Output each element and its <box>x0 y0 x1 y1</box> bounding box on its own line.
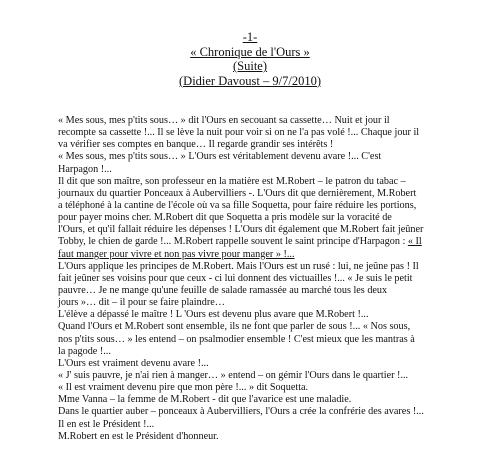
body-line: va vérifier ses comptes en banque… Il regarde grandir ses intérêts ! <box>58 139 334 151</box>
body-line: L'élève a dépassé le maître ! L 'Ours est devenu plus avare que M.Robert !... <box>58 309 369 321</box>
body-line: nos p'tits sous… » les entend – on psalmodier ensemble ! C'est mieux que les mantras à <box>58 333 415 345</box>
body-line: la pagode !... <box>58 345 111 357</box>
document-subtitle: (Suite) <box>232 59 268 73</box>
page-number: -1- <box>242 30 258 44</box>
author-date: (Didier Davoust – 9/7/2010) <box>179 73 321 88</box>
body-line: fait jeûner ses voisins pour que ceux - ci lui donnent des victuailles !... « Je suis le petit <box>58 272 413 284</box>
body-line: Quand l'Ours et M.Robert sont ensemble, ils ne font que parler de sous !... « Nos sous, <box>58 321 411 333</box>
underlined-quote-end: faut manger pour vivre et non pas vivre pour manger » !... <box>58 248 295 260</box>
body-line: M.Robert en est le Président d'honneur. <box>58 430 219 442</box>
body-line: a téléphoné à la cantine de l'école où va sa fille Soquetta, pour faire réduire les portions, <box>58 199 417 211</box>
body-line-text: Tobby, le chien de garde !... M.Robert rappelle souvent le saint principe d'Harpagon : <box>58 236 408 248</box>
body-line: « Mes sous, mes p'tits sous… » dit l'Ours en secouant sa cassette… Nuit et jour il <box>58 115 390 126</box>
body-line: journaux du quartier Ponceaux à Aubervilliers -. L'Ours dit que dernièrement, M.Robert <box>58 187 417 199</box>
body-line: pauvre… Je ne mange qu'une feuille de salade ramassée au marché tous les deux <box>58 284 388 296</box>
body-line: pour payer moins cher. M.Robert dit que Soquetta a pris modèle sur la voracité de <box>58 212 392 224</box>
document-body <box>58 115 494 443</box>
body-line: jours »… dit – il pour se faire plaindre… <box>58 297 225 309</box>
body-line: « J' suis pauvre, je n'ai rien à manger… » entend – on gémir l'Ours dans le quartier !... <box>58 369 409 381</box>
body-line: Il dit que son maître, son professeur en la matière est M.Robert – le patron du tabac – <box>58 175 406 187</box>
document-title: « Chronique de l'Ours » <box>190 44 310 59</box>
underlined-quote-start: « Il <box>407 236 422 248</box>
document-header <box>0 30 500 88</box>
body-line: « Il est vraiment devenu pire que mon père !... » dit Soquetta. <box>58 382 309 394</box>
body-line: « Mes sous, mes p'tits sous… » L'Ours est véritablement devenu avare !... C'est <box>58 151 382 163</box>
body-line: l'Ours, et qu'il fallait réduire les dépenses ! L'Ours dit également que M.Robert fait jeûner <box>58 224 424 236</box>
body-line-with-quote <box>58 236 494 248</box>
body-line: Harpagon !... <box>58 163 112 175</box>
body-line: recompte sa cassette !... Il se lève la nuit pour voir si on ne l'a pas volé !... Chaque jour il <box>58 127 420 139</box>
body-line: L'Ours applique les principes de M.Robert. Mais l'Ours est un rusé : lui, ne jeûne pas ! Il <box>58 260 419 272</box>
body-line: Mme Vanna – la femme de M.Robert - dit que l'avarice est une maladie. <box>58 394 352 406</box>
body-line: L'Ours est vraiment devenu avare !... <box>58 357 209 369</box>
body-line: Il en est le Président !... <box>58 418 155 430</box>
body-line: Dans le quartier auber – ponceaux à Aubervilliers, l'Ours a crée la confrérie des avares !... <box>58 406 424 418</box>
